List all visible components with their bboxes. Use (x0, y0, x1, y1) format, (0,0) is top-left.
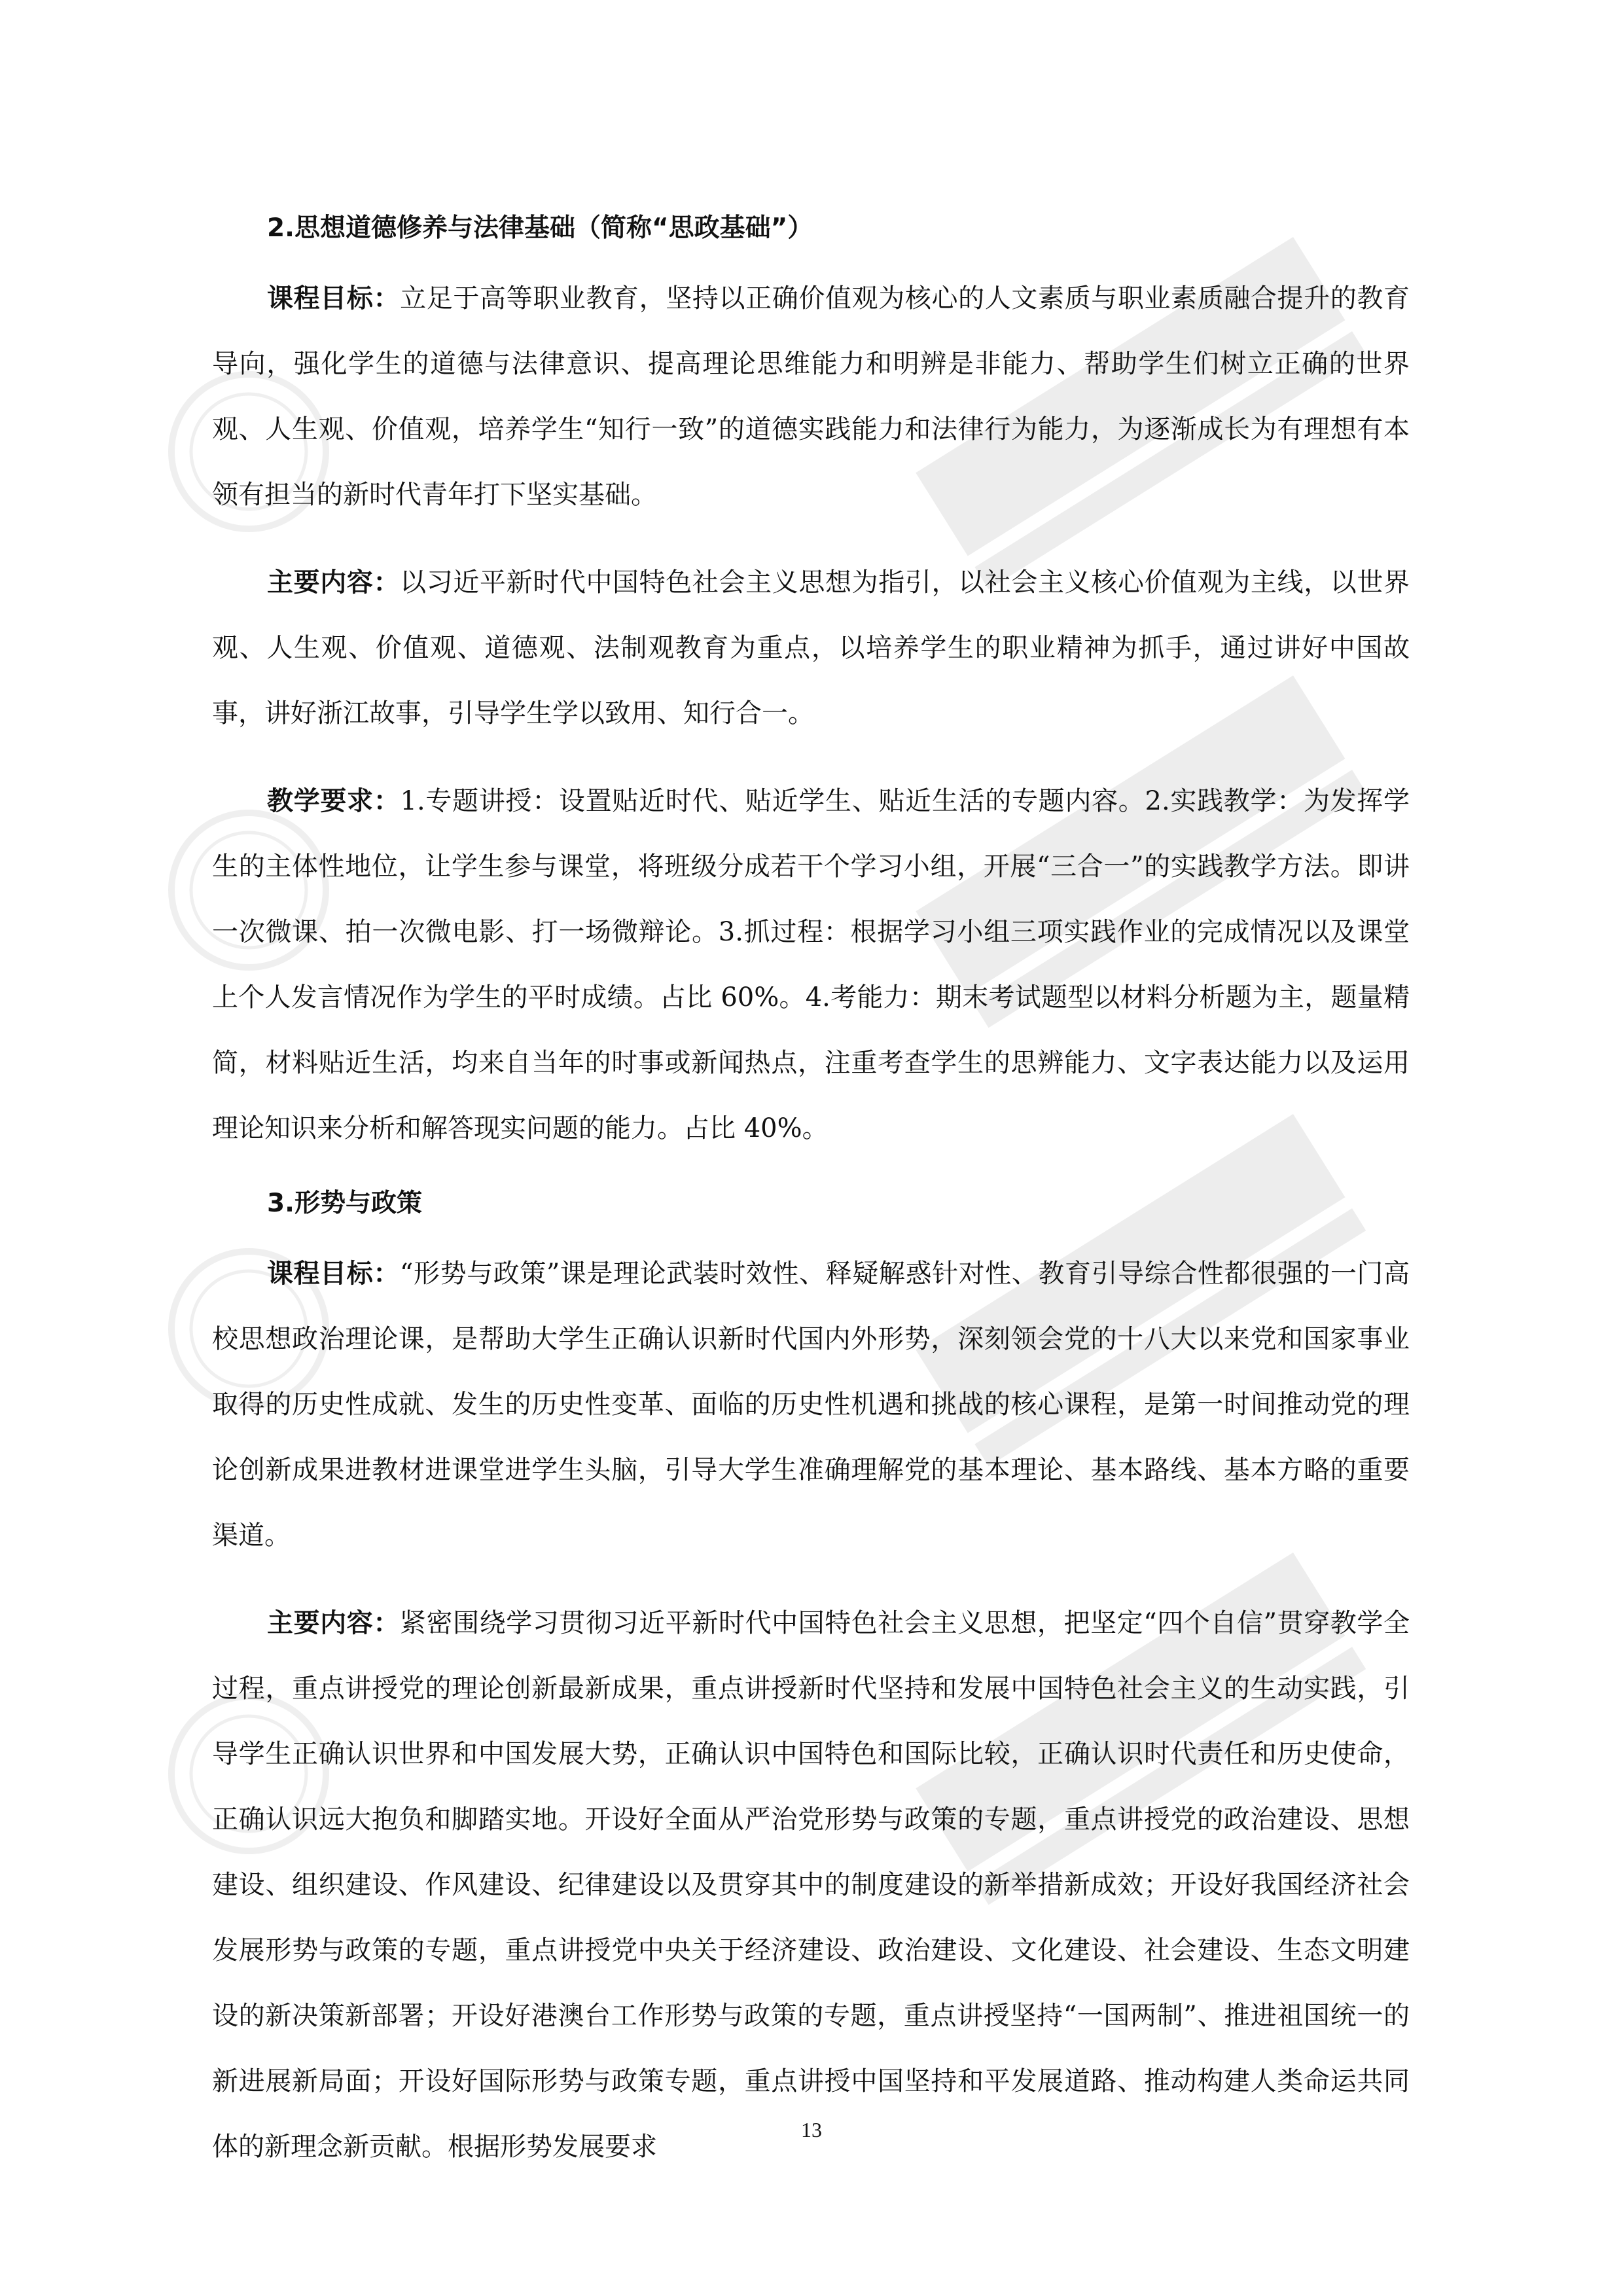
paragraph-text: 1.专题讲授：设置贴近时代、贴近学生、贴近生活的专题内容。2.实践教学：为发挥学生的主体性地位，让学生参与课堂，将班级分成若干个学习小组，开展“三合一”的实践教学方法。即讲一次微课、拍一次微电影、打一场微辩论。3.抓过程：根据学习小组三项实践作业的完成情况以及课堂上个人发言情况作为学生的平时成绩。占比 60%。4.考能力：期末考试题型以材料分析题为主，题量精简，材料贴近生活，均来自当年的时事或新闻热点，注重考查学生的思辨能力、文字表达能力以及运用理论知识来分析和解答现实问题的能力。占比 40%。 (212, 786, 1410, 1143)
page-number: 13 (801, 2118, 822, 2142)
paragraph-label: 主要内容： (267, 567, 401, 598)
paragraph-text: 以习近平新时代中国特色社会主义思想为指引，以社会主义核心价值观为主线，以世界观、人生观、价值观、道德观、法制观教育为重点，以培养学生的职业精神为抓手，通过讲好中国故事，讲好浙江故事，引导学生学以致用、知行合一。 (212, 567, 1410, 728)
section-2-teaching-requirements (212, 768, 1410, 1161)
section-2-main-content (212, 550, 1410, 746)
section-3-title: 3.形势与政策 (267, 1189, 422, 1218)
document-body (212, 208, 1410, 2202)
section-3-course-goal (212, 1241, 1410, 1568)
paragraph-label: 教学要求： (267, 786, 401, 816)
paragraph-text: “形势与政策”课是理论武装时效性、释疑解惑针对性、教育引导综合性都很强的一门高校思想政治理论课，是帮助大学生正确认识新时代国内外形势，深刻领会党的十八大以来党和国家事业取得的历史性成就、发生的历史性变革、面临的历史性机遇和挑战的核心课程，是第一时间推动党的理论创新成果进教材进课堂进学生头脑，引导大学生准确理解党的基本理论、基本路线、基本方略的重要渠道。 (212, 1259, 1410, 1551)
section-2-title: 2.思想道德修养与法律基础（简称“思政基础”） (267, 213, 813, 243)
section-2-course-goal (212, 266, 1410, 528)
paragraph-label: 主要内容： (267, 1608, 400, 1638)
paragraph-text: 紧密围绕学习贯彻习近平新时代中国特色社会主义思想，把坚定“四个自信”贯穿教学全过程，重点讲授党的理论创新最新成果，重点讲授新时代坚持和发展中国特色社会主义的生动实践，引导学生正确认识世界和中国发展大势，正确认识中国特色和国际比较，正确认识时代责任和历史使命，正确认识远大抱负和脚踏实地。开设好全面从严治党形势与政策的专题，重点讲授党的政治建设、思想建设、组织建设、作风建设、纪律建设以及贯穿其中的制度建设的新举措新成效；开设好我国经济社会发展形势与政策的专题，重点讲授党中央关于经济建设、政治建设、文化建设、社会建设、生态文明建设的新决策新部署；开设好港澳台工作形势与政策的专题，重点讲授坚持“一国两制”、推进祖国统一的新进展新局面；开设好国际形势与政策专题，重点讲授中国坚持和平发展道路、推动构建人类命运共同体的新理念新贡献。根据形势发展要求 (212, 1608, 1410, 2162)
section-3-main-content (212, 1590, 1410, 2179)
paragraph-text: 立足于高等职业教育，坚持以正确价值观为核心的人文素质与职业素质融合提升的教育导向，强化学生的道德与法律意识、提高理论思维能力和明辨是非能力、帮助学生们树立正确的世界观、人生观、价值观，培养学生“知行一致”的道德实践能力和法律行为能力，为逐渐成长为有理想有本领有担当的新时代青年打下坚实基础。 (212, 283, 1410, 510)
paragraph-label: 课程目标： (267, 1259, 400, 1289)
paragraph-label: 课程目标： (267, 283, 401, 314)
